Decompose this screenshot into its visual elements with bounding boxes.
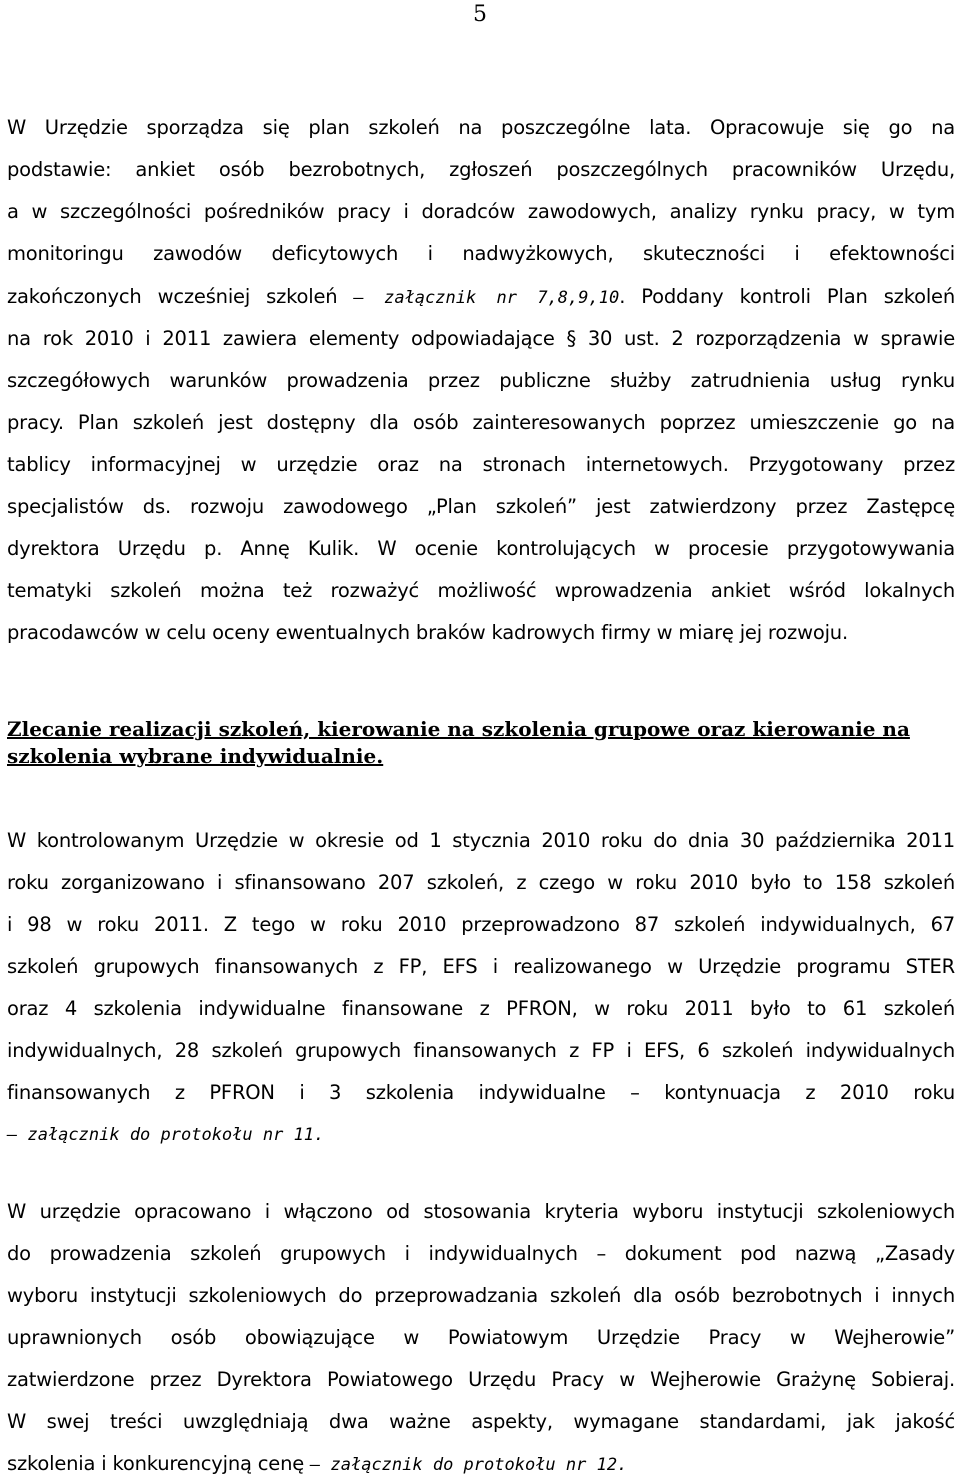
text-line: wyboru instytucji szkoleniowych do przeprowadzania szkoleń dla osób bezrobotnych i innych bbox=[7, 1284, 955, 1307]
text-line: na rok 2010 i 2011 zawiera elementy odpowiadające § 30 ust. 2 rozporządzenia w sprawie bbox=[7, 327, 955, 350]
text-line: pracy. Plan szkoleń jest dostępny dla osób zainteresowanych poprzez umieszczenie go na bbox=[7, 411, 955, 434]
text-line: W Urzędzie sporządza się plan szkoleń na poszczególne lata. Opracowuje się go na bbox=[7, 116, 955, 139]
text-line: roku zorganizowano i sfinansowano 207 szkoleń, z czego w roku 2010 było to 158 szkoleń bbox=[7, 871, 955, 894]
text-line: dyrektora Urzędu p. Annę Kulik. W ocenie kontrolujących w procesie przygotowywania bbox=[7, 537, 955, 560]
text-line: szkoleń grupowych finansowanych z FP, EFS i realizowanego w Urzędzie programu STER bbox=[7, 955, 955, 978]
text-line: pracodawców w celu oceny ewentualnych braków kadrowych firmy w miarę jej rozwoju. bbox=[7, 621, 848, 644]
text-segment: . Poddany kontroli Plan szkoleń bbox=[619, 285, 955, 308]
attachment-reference: – załącznik do protokołu nr 11. bbox=[7, 1125, 325, 1145]
text-line: i 98 w roku 2011. Z tego w roku 2010 przeprowadzono 87 szkoleń indywidualnych, 67 bbox=[7, 913, 955, 936]
heading-line: Zlecanie realizacji szkoleń, kierowanie na szkolenia grupowe oraz kierowanie na bbox=[7, 717, 910, 741]
text-line: tematyki szkoleń można też rozważyć możliwość wprowadzenia ankiet wśród lokalnych bbox=[7, 579, 955, 602]
text-line: W swej treści uwzględniają dwa ważne aspekty, wymagane standardami, jak jakość bbox=[7, 1410, 955, 1433]
text-segment: szkolenia i konkurencyjną cenę bbox=[7, 1452, 311, 1475]
text-line: oraz 4 szkolenia indywidualne finansowane z PFRON, w roku 2011 było to 61 szkoleń bbox=[7, 997, 955, 1020]
text-line: finansowanych z PFRON i 3 szkolenia indywidualne – kontynuacja z 2010 roku bbox=[7, 1081, 955, 1104]
text-line: monitoringu zawodów deficytowych i nadwyżkowych, skuteczności i efektowności bbox=[7, 242, 955, 265]
text-line: a w szczególności pośredników pracy i doradców zawodowych, analizy rynku pracy, w tym bbox=[7, 200, 955, 223]
text-line: do prowadzenia szkoleń grupowych i indywidualnych – dokument pod nazwą „Zasady bbox=[7, 1242, 955, 1265]
text-line: uprawnionych osób obowiązujące w Powiatowym Urzędzie Pracy w Wejherowie” bbox=[7, 1326, 955, 1349]
page-number: 5 bbox=[473, 2, 487, 27]
text-line bbox=[7, 285, 955, 310]
text-line bbox=[7, 1452, 955, 1477]
heading-line: szkolenia wybrane indywidualnie. bbox=[7, 744, 384, 768]
text-line: specjalistów ds. rozwoju zawodowego „Plan szkoleń” jest zatwierdzony przez Zastępcę bbox=[7, 495, 955, 518]
text-line: podstawie: ankiet osób bezrobotnych, zgłoszeń poszczególnych pracowników Urzędu, bbox=[7, 158, 955, 181]
text-line bbox=[7, 1122, 955, 1147]
attachment-reference: – załącznik nr 7,8,9,10 bbox=[353, 288, 620, 308]
text-line: szczegółowych warunków prowadzenia przez publiczne służby zatrudnienia usług rynku bbox=[7, 369, 955, 392]
attachment-reference: – załącznik do protokołu nr 12. bbox=[310, 1455, 628, 1475]
text-line: zatwierdzone przez Dyrektora Powiatowego Urzędu Pracy w Wejherowie Grażynę Sobieraj. bbox=[7, 1368, 955, 1391]
text-line: indywidualnych, 28 szkoleń grupowych finansowanych z FP i EFS, 6 szkoleń indywidualnych bbox=[7, 1039, 955, 1062]
text-line: W urzędzie opracowano i włączono od stosowania kryteria wyboru instytucji szkoleniowych bbox=[7, 1200, 955, 1223]
text-segment: zakończonych wcześniej szkoleń bbox=[7, 285, 354, 308]
text-line: W kontrolowanym Urzędzie w okresie od 1 stycznia 2010 roku do dnia 30 października 2011 bbox=[7, 829, 955, 852]
text-line: tablicy informacyjnej w urzędzie oraz na stronach internetowych. Przygotowany przez bbox=[7, 453, 955, 476]
